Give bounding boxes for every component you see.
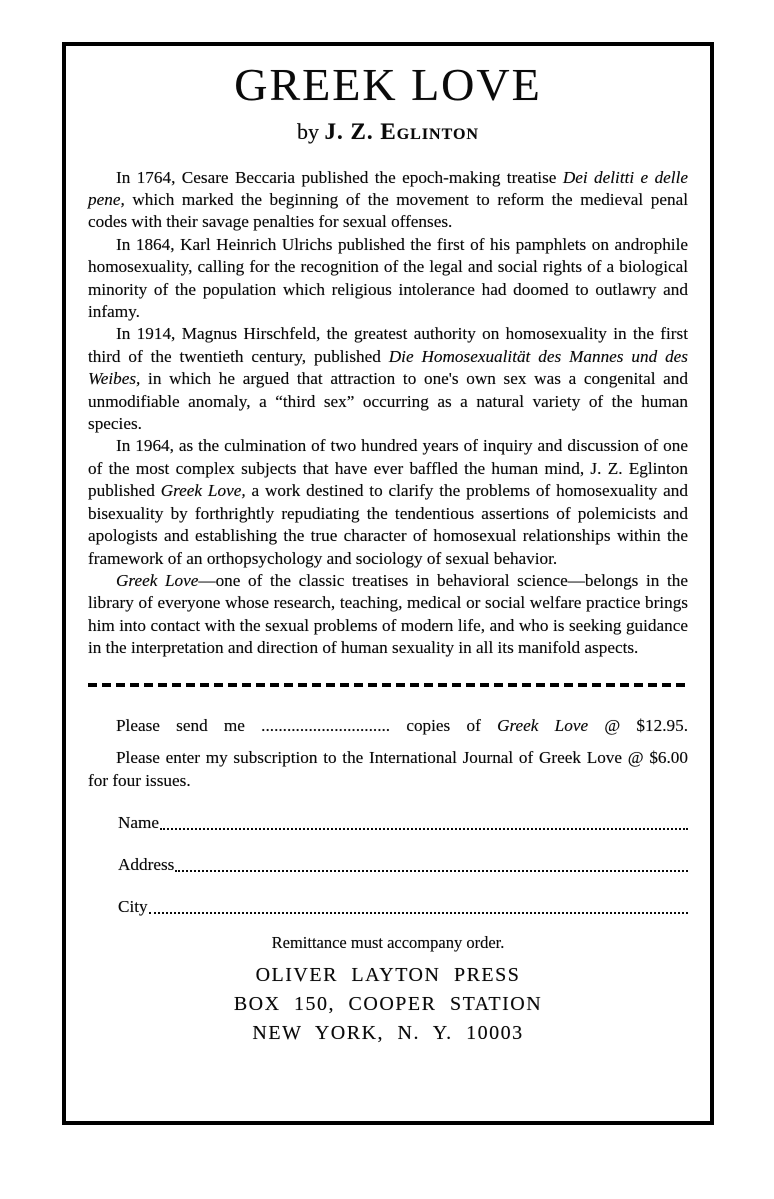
page-border-frame (62, 42, 714, 1125)
paragraph-1764: In 1764, Cesare Beccaria published the epoch-making treatise Dei delitti e delle pene, which marked the beginning of the movement to reform the medieval penal codes with their savage penalties for sexual offenses. (88, 167, 688, 232)
order-line-copies: Please send me .............................. copies of Greek Love @ $12.95. (116, 715, 688, 735)
book-description (88, 167, 688, 660)
order-line-subscription: Please enter my subscription to the International Journal of Greek Love @ $6.00 for four issues. (88, 747, 688, 790)
city-field-label: City (118, 896, 148, 916)
name-field-row (118, 812, 688, 834)
paragraph-summary: Greek Love—one of the classic treatises in behavioral science—belongs in the library of everyone whose research, teaching, medical or social welfare practice brings him into contact with the sexual problems of modern life, and who is seeking guidance in the interpretation and direction of human sexuality in all its manifold aspects. (88, 570, 688, 658)
address-field-dotted-line (175, 870, 688, 872)
author-name: J. Z. Eglinton (324, 118, 479, 144)
paragraph-1864: In 1864, Karl Heinrich Ulrichs published the first of his pamphlets on androphile homosexuality, calling for the recognition of the legal and social rights of a biological minority of the population which religious intolerance had doomed to outlawry and infamy. (88, 234, 688, 322)
publisher-box: BOX 150, COOPER STATION (233, 992, 543, 1015)
city-field-dotted-line (149, 912, 688, 914)
paragraph-1964: In 1964, as the culmination of two hundred years of inquiry and discussion of one of the most complex subjects that have ever baffled the human mind, J. Z. Eglinton published Greek Love, a work destined to clarify the problems of homosexuality and bisexuality by forthrightly repudiating the tendentious assertions of polemicists and apologists and establishing the true character of homosexual relationships within the framework of an orthopsychology and sociology of sexual behavior. (88, 436, 688, 568)
book-title: GREEK LOVE (234, 59, 542, 110)
byline (88, 118, 688, 146)
dashed-cut-separator (88, 683, 688, 687)
name-field-label: Name (118, 812, 160, 832)
order-form (88, 714, 688, 1044)
name-field-dotted-line (160, 828, 688, 830)
paragraph-1914: In 1914, Magnus Hirschfeld, the greatest authority on homosexuality in the first third of the twentieth century, published Die Homosexualität des Mannes und des Weibes, in which he argued that attraction to one's own sex was a congenital and unmodifiable anomaly, a “third sex” occurring as a natural variety of the human species. (88, 324, 688, 434)
publisher-name: OLIVER LAYTON PRESS (255, 963, 521, 986)
city-field-row (118, 896, 688, 918)
byline-by-label: by (297, 118, 320, 144)
remittance-note: Remittance must accompany order. (271, 932, 505, 952)
address-field-row (118, 854, 688, 876)
publisher-block (88, 964, 688, 1044)
publisher-city: NEW YORK, N. Y. 10003 (252, 1021, 524, 1044)
address-field-label: Address (118, 854, 175, 874)
